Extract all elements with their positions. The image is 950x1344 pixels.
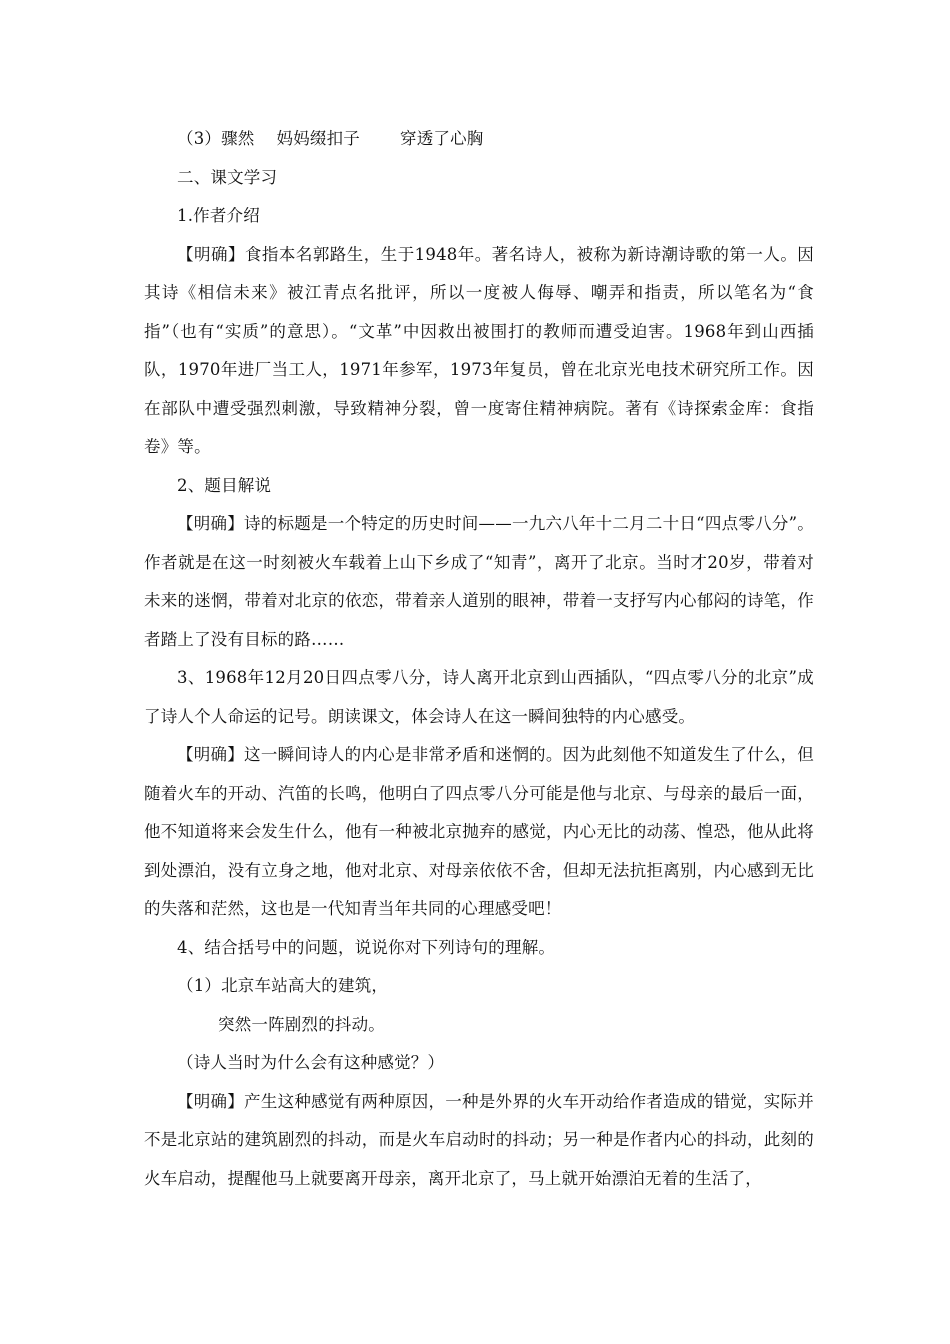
item-4-heading: 4、结合括号中的问题，说说你对下列诗句的理解。 xyxy=(177,937,556,957)
item-2-answer xyxy=(144,505,814,659)
document-body xyxy=(144,120,814,1198)
answer-3-paragraph: 【明确】这一瞬间诗人的内心是非常矛盾和迷惘的。因为此刻他不知道发生了什么，但随着火车的开动、汽笛的长鸣，他明白了四点零八分可能是他与北京、与母亲的最后一面，他不知道将来会发生什么，他有一种被北京抛弃的感觉，内心无比的动荡、惶恐，他从此将到处漂泊，没有立身之地，他对北京、对母亲依依不舍，但却无法抗拒离别，内心感到无比的失落和茫然，这也是一代知青当年共同的心理感受吧！ xyxy=(144,745,814,918)
item-1-heading: 1.作者介绍 xyxy=(177,206,260,225)
title-explanation-paragraph: 【明确】诗的标题是一个特定的历史时间——一九六八年十二月二十日“四点零八分”。作者就是在这一时刻被火车载着上山下乡成了“知青”，离开了北京。当时才20岁，带着对未来的迷惘，带着对北京的依恋，带着亲人道别的眼神，带着一支抒写内心郁闷的诗笔，作者踏上了没有目标的路…… xyxy=(144,514,814,649)
item-3-answer xyxy=(144,736,814,929)
item-4-answer xyxy=(144,1083,814,1199)
poem-line-1: （1）北京车站高大的建筑， xyxy=(177,976,389,995)
item-2-heading: 2、题目解说 xyxy=(177,475,272,495)
vocab-word-1: （3）骤然 xyxy=(177,129,255,148)
vocab-word-2: 妈妈缀扣子 xyxy=(276,129,360,148)
item-3-question xyxy=(144,659,814,736)
answer-4-paragraph: 【明确】产生这种感觉有两种原因，一种是外界的火车开动给作者造成的错觉，实际并不是北京站的建筑剧烈的抖动，而是火车启动时的抖动；另一种是作者内心的抖动，此刻的火车启动，提醒他马上就要离开母亲，离开北京了，马上就开始漂泊无着的生活了， xyxy=(144,1091,814,1188)
poem-question: （诗人当时为什么会有这种感觉？） xyxy=(177,1053,445,1072)
item-1-answer xyxy=(144,236,814,467)
vocab-word-3: 穿透了心胸 xyxy=(400,129,484,148)
vocab-line xyxy=(144,120,814,159)
poem-line-2: 突然一阵剧烈的抖动。 xyxy=(218,1014,385,1034)
author-intro-paragraph: 【明确】食指本名郭路生，生于1948年。著名诗人，被称为新诗潮诗歌的第一人。因其诗《相信未来》被江青点名批评，所以一度被人侮辱、嘲弄和指责，所以笔名为“食指”（也有“实质”的意思）。“文革”中因救出被围打的教师而遭受迫害。1968年到山西插队，1970年进厂当工人，1971年参军，1973年复员，曾在北京光电技术研究所工作。因在部队中遭受强烈刺激，导致精神分裂，曾一度寄住精神病院。著有《诗探索金库：食指卷》等。 xyxy=(144,244,814,456)
section-heading: 二、课文学习 xyxy=(177,167,278,187)
question-3-paragraph: 3、1968年12月20日四点零八分，诗人离开北京到山西插队，“四点零八分的北京”成了诗人个人命运的记号。朗读课文，体会诗人在这一瞬间独特的内心感受。 xyxy=(144,668,814,726)
